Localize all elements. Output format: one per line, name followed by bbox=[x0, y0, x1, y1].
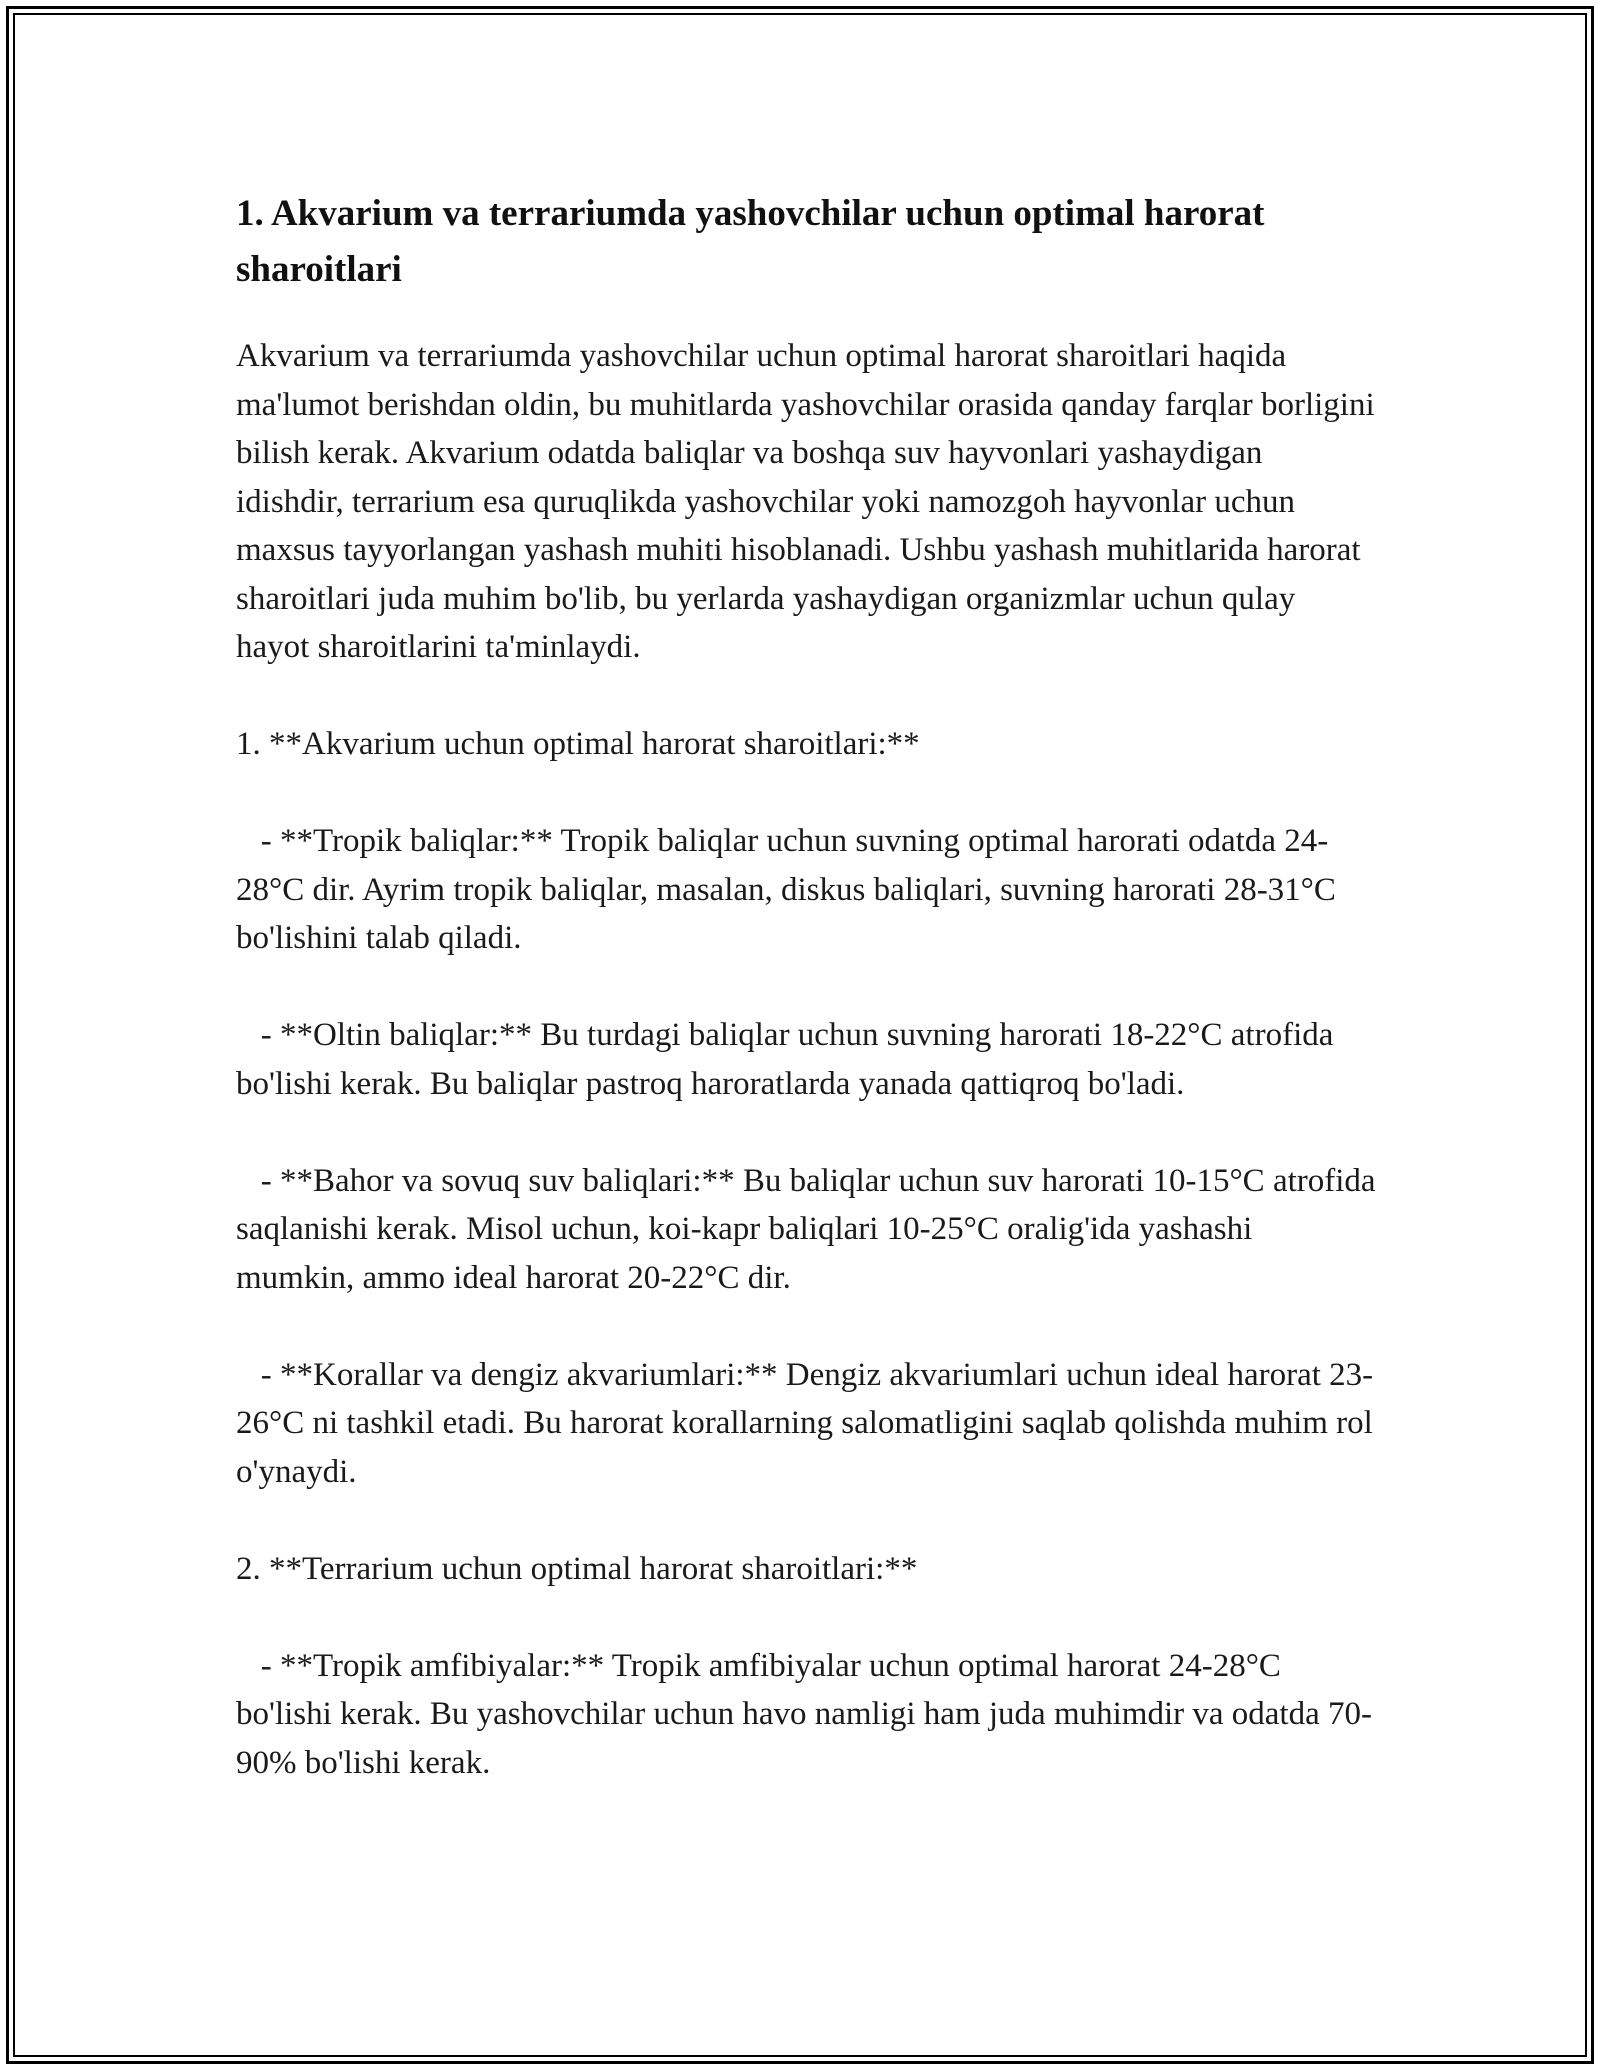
tropical-amphibians-item: - **Tropik amfibiyalar:** Tropik amfibiyalar uchun optimal harorat 24-28°C bo'lishi kerak. Bu yashovchilar uchun havo namligi ham juda muhimdir va odatda 70-90% bo'lishi kerak. bbox=[236, 1647, 1372, 1781]
paragraph-gap bbox=[236, 769, 1376, 818]
paragraph-gap bbox=[236, 672, 1376, 721]
aquarium-heading: 1. **Akvarium uchun optimal harorat sharoitlari:** bbox=[236, 726, 920, 762]
coral-marine-item: - **Korallar va dengiz akvariumlari:** Dengiz akvariumlari uchun ideal harorat 23-26°C ni tashkil etadi. Bu harorat korallarning salomatligini saqlab qolishda muhim rol o'ynaydi. bbox=[236, 1356, 1382, 1490]
tropical-fish-item: - **Tropik baliqlar:** Tropik baliqlar uchun suvning optimal harorati odatda 24-28°C dir. Ayrim tropik baliqlar, masalan, diskus baliqlari, suvning harorati 28-31°C bo'lishini talab qiladi. bbox=[236, 823, 1345, 956]
goldfish-item: - **Oltin baliqlar:** Bu turdagi baliqlar uchun suvning harorati 18-22°C atrofida bo'lishi kerak. Bu baliqlar pastroq haroratlarda yanada qattiqroq bo'ladi. bbox=[236, 1017, 1342, 1102]
paragraph-gap bbox=[236, 1593, 1376, 1642]
paragraph-gap bbox=[236, 1302, 1376, 1351]
section-title: 1. Akvarium va terrariumda yashovchilar uchun optimal harorat sharoitlari bbox=[236, 193, 1265, 290]
document-body bbox=[236, 186, 1384, 1787]
paragraph-gap bbox=[236, 1108, 1376, 1157]
paragraph-gap bbox=[236, 963, 1376, 1012]
paragraph-gap bbox=[236, 1496, 1376, 1545]
coldwater-fish-item: - **Bahor va sovuq suv baliqlari:** Bu baliqlar uchun suv harorati 10-15°C atrofida saqlanishi kerak. Misol uchun, koi-kapr baliqlari 10-25°C oralig'ida yashashi mumkin, ammo ideal harorat 20-22°C dir. bbox=[236, 1162, 1384, 1296]
intro-paragraph: Akvarium va terrariumda yashovchilar uchun optimal harorat sharoitlari haqida ma'lumot berishdan oldin, bu muhitlarda yashovchilar orasida qanday farqlar borligini bilish kerak. Akvarium odatda baliqlar va boshqa suv hayvonlari yashaydigan idishdir, terrarium esa quruqlikda yashovchilar yoki namozgoh hayvonlar uchun maxsus tayyorlangan yashash muhiti hisoblanadi. Ushbu yashash muhitlarida harorat sharoitlari juda muhim bo'lib, bu yerlarda yashaydigan organizmlar uchun qulay hayot sharoitlarini ta'minlaydi. bbox=[236, 338, 1375, 665]
terrarium-heading: 2. **Terrarium uchun optimal harorat sharoitlari:** bbox=[236, 1550, 918, 1587]
